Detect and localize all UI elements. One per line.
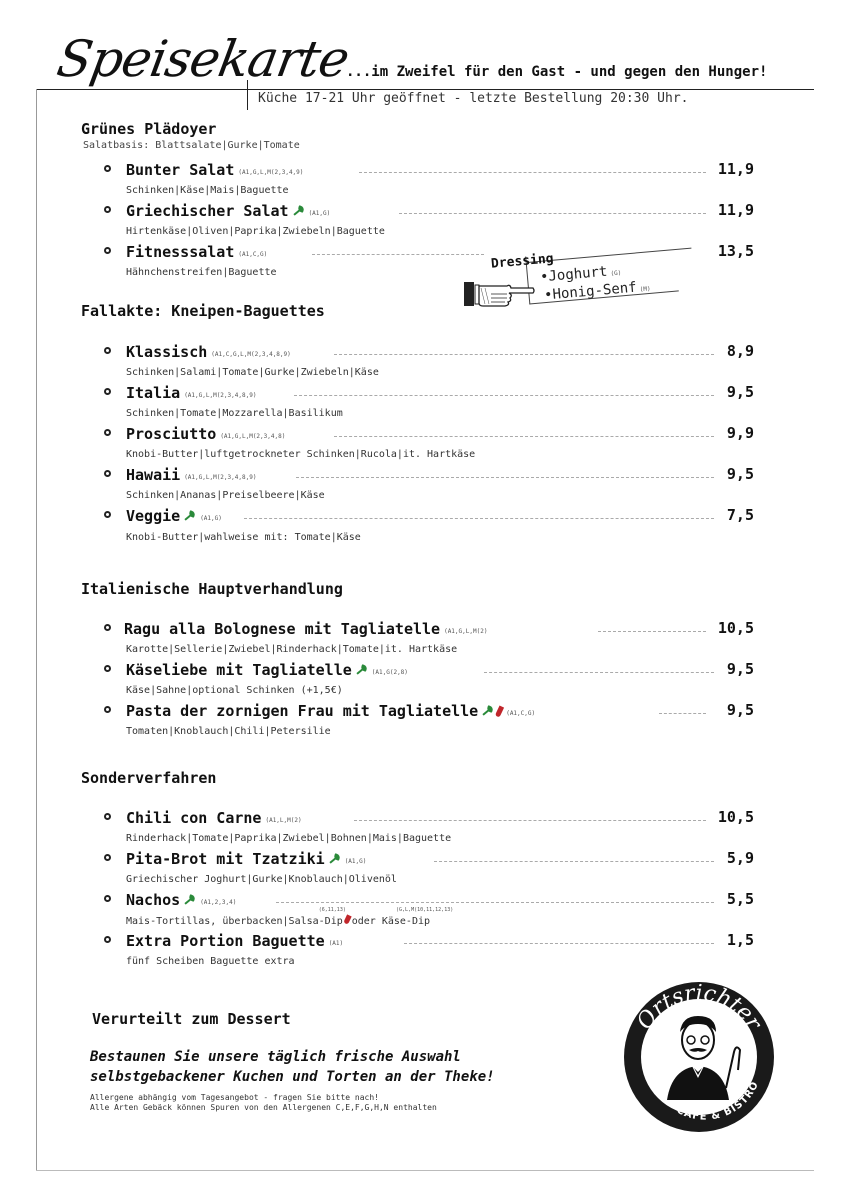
item-name: Hawaii	[126, 466, 181, 484]
menu-item-klassisch	[104, 343, 754, 361]
dessert-text-line-1: Bestaunen Sie unsere täglich frische Auswahl	[90, 1049, 461, 1065]
dotted-leader	[312, 254, 484, 255]
item-description: Mais-Tortillas, überbacken|Salsa-Dip (6,11,13) oder Käse-Dip (G,L,M(10,11,12,13)	[126, 907, 454, 927]
ortsrichter-logo-icon	[622, 980, 776, 1134]
dressing-option-honig-senf: •Honig-Senf (M)	[543, 279, 651, 304]
item-name: Prosciutto	[126, 425, 217, 443]
frame-line-left	[36, 89, 37, 1171]
dotted-leader	[659, 713, 706, 714]
item-allergens: (A1)	[328, 940, 344, 947]
menu-item-bolognese	[104, 620, 754, 638]
frame-line-bottom	[36, 1170, 814, 1171]
item-price: 13,5	[717, 242, 754, 260]
item-description: Schinken|Tomate|Mozzarella|Basilikum	[126, 408, 343, 419]
dotted-leader	[296, 477, 714, 478]
chili-icon	[495, 705, 504, 717]
item-price: 9,5	[726, 383, 754, 401]
item-description: Griechischer Joghurt|Gurke|Knoblauch|Olivenöl	[126, 874, 397, 885]
vegetarian-icon	[356, 665, 368, 675]
menu-item-hawaii	[104, 466, 754, 484]
menu-item-veggie	[104, 507, 754, 525]
bullet-icon	[104, 511, 111, 518]
item-allergens: (A1,C,G)	[238, 251, 268, 258]
frame-line-top-left	[36, 89, 247, 90]
item-allergens: (A1,G)	[344, 858, 367, 865]
bullet-icon	[104, 165, 111, 172]
vegetarian-icon	[293, 206, 305, 216]
bullet-icon	[104, 665, 111, 672]
item-allergens: (A1,C,G,L,M(2,3,4,8,9)	[211, 351, 291, 358]
item-name: Klassisch	[126, 343, 208, 361]
dotted-leader	[598, 631, 706, 632]
logo-name: Ortsrichter	[632, 980, 767, 1035]
item-name: Fitnesssalat	[126, 243, 235, 261]
dotted-leader	[354, 820, 706, 821]
item-allergens: (A1,G,L,M(2,3,4,8,9)	[184, 474, 257, 481]
menu-item-pasta-zornige-frau	[104, 702, 754, 720]
allergen-note-1: Allergene abhängig vom Tagesangebot - fragen Sie bitte nach!	[90, 1093, 379, 1102]
bullet-icon	[104, 388, 111, 395]
vegetarian-icon	[184, 895, 196, 905]
item-allergens: (A1,G,L,M(2,3,4,9)	[238, 169, 304, 176]
bullet-icon	[104, 206, 111, 213]
item-allergens: (A1,G,L,M(2)	[444, 628, 488, 635]
section-title-salads: Grünes Plädoyer	[81, 120, 217, 138]
dotted-leader	[334, 354, 714, 355]
section-title-dessert: Verurteilt zum Dessert	[92, 1010, 291, 1028]
section-title-specials: Sonderverfahren	[81, 769, 217, 787]
item-allergens: (A1,G)	[308, 210, 331, 217]
item-description: Knobi-Butter|wahlweise mit: Tomate|Käse	[126, 532, 361, 543]
frame-line-top-right	[247, 89, 814, 90]
bullet-icon	[104, 247, 111, 254]
item-description: Hähnchenstreifen|Baguette	[126, 267, 277, 278]
dotted-leader	[399, 213, 706, 214]
item-name: Käseliebe mit Tagliatelle	[126, 661, 352, 679]
item-price: 9,5	[726, 660, 754, 678]
salsa-allergens: (6,11,13)	[318, 907, 346, 913]
item-price: 5,5	[726, 890, 754, 908]
vegetarian-icon	[482, 706, 494, 716]
item-name: Pasta der zornigen Frau mit Tagliatelle	[126, 702, 479, 720]
item-name: Extra Portion Baguette	[126, 932, 325, 950]
item-description: Hirtenkäse|Oliven|Paprika|Zwiebeln|Baguette	[126, 226, 385, 237]
brand-logo	[622, 980, 776, 1134]
bullet-icon	[104, 470, 111, 477]
item-price: 7,5	[726, 506, 754, 524]
bullet-icon	[104, 813, 111, 820]
section-title-baguettes: Fallakte: Kneipen-Baguettes	[81, 302, 325, 320]
section-title-pasta: Italienische Hauptverhandlung	[81, 580, 343, 598]
item-allergens: (A1,G,L,M(2,3,4,8,9)	[184, 392, 257, 399]
item-allergens: (A1,G,L,M(2,3,4,8)	[220, 433, 286, 440]
item-price: 8,9	[726, 342, 754, 360]
item-name: Pita-Brot mit Tzatziki	[126, 850, 325, 868]
item-description: Knobi-Butter|luftgetrockneter Schinken|Rucola|it. Hartkäse	[126, 449, 476, 460]
item-price: 5,9	[726, 849, 754, 867]
item-description: Karotte|Sellerie|Zwiebel|Rinderhack|Tomate|it. Hartkäse	[126, 644, 458, 655]
tagline: ...im Zweifel für den Gast - und gegen den Hunger!	[346, 64, 768, 80]
menu-item-prosciutto	[104, 425, 754, 443]
allergen-note-2: Alle Arten Gebäck können Spuren von den Allergenen C,E,F,G,H,N enthalten	[90, 1103, 437, 1112]
item-description: Schinken|Käse|Mais|Baguette	[126, 185, 289, 196]
menu-item-chili-con-carne	[104, 809, 754, 827]
bullet-icon	[104, 936, 111, 943]
vegetarian-icon	[329, 854, 341, 864]
dotted-leader	[359, 172, 706, 173]
item-name: Griechischer Salat	[126, 202, 289, 220]
item-price: 11,9	[717, 201, 754, 219]
dessert-text-line-2: selbstgebackener Kuchen und Torten an der Theke!	[90, 1069, 495, 1085]
dotted-leader	[404, 943, 714, 944]
item-allergens: (A1,2,3,4)	[200, 899, 237, 906]
dressing-label: Dressing	[490, 251, 555, 272]
pointing-hand-icon	[463, 276, 535, 310]
logo-subtitle: CAFÉ & BISTRO	[674, 1079, 762, 1123]
dotted-leader	[484, 672, 714, 673]
menu-item-bunter-salat	[104, 161, 754, 179]
item-description: Schinken|Salami|Tomate|Gurke|Zwiebeln|Käse	[126, 367, 379, 378]
bullet-icon	[104, 895, 111, 902]
dotted-leader	[276, 902, 714, 903]
page-title: Speisekarte	[52, 30, 353, 88]
vegetarian-icon	[184, 511, 196, 521]
dotted-leader	[334, 436, 714, 437]
item-description: Schinken|Ananas|Preiselbeere|Käse	[126, 490, 325, 501]
item-name: Chili con Carne	[126, 809, 262, 827]
item-allergens: (A1,C,G)	[506, 710, 536, 717]
bullet-icon	[104, 429, 111, 436]
bullet-icon	[104, 854, 111, 861]
menu-item-extra-baguette	[104, 932, 754, 950]
item-price: 9,5	[726, 465, 754, 483]
item-allergens: (A1,G(2,8)	[371, 669, 408, 676]
dotted-leader	[294, 395, 714, 396]
item-name: Bunter Salat	[126, 161, 235, 179]
menu-item-pita-brot	[104, 850, 754, 868]
menu-item-kaeseliebe	[104, 661, 754, 679]
item-price: 1,5	[726, 931, 754, 949]
item-price: 9,5	[726, 701, 754, 719]
dressing-option-joghurt: •Joghurt (G)	[539, 263, 622, 286]
bullet-icon	[104, 706, 111, 713]
menu-item-griechischer-salat	[104, 202, 754, 220]
item-name: Veggie	[126, 507, 181, 525]
item-allergens: (A1,G)	[200, 515, 222, 522]
dotted-leader	[244, 518, 714, 519]
section-subtitle-salads: Salatbasis: Blattsalate|Gurke|Tomate	[83, 140, 300, 151]
item-description: Rinderhack|Tomate|Paprika|Zwiebel|Bohnen|Mais|Baguette	[126, 833, 452, 844]
dotted-leader	[434, 861, 714, 862]
item-description: Tomaten|Knoblauch|Chili|Petersilie	[126, 726, 331, 737]
opening-hours: Küche 17-21 Uhr geöffnet - letzte Bestellung 20:30 Uhr.	[258, 91, 689, 106]
cheese-dip-allergens: (G,L,M(10,11,12,13)	[396, 907, 454, 913]
menu-item-italia	[104, 384, 754, 402]
item-name: Italia	[126, 384, 181, 402]
item-price: 10,5	[717, 808, 754, 826]
item-price: 9,9	[726, 424, 754, 442]
item-description: fünf Scheiben Baguette extra	[126, 956, 295, 967]
item-allergens: (A1,L,M(2)	[265, 817, 302, 824]
item-price: 10,5	[717, 619, 754, 637]
item-name: Nachos	[126, 891, 181, 909]
bullet-icon	[104, 347, 111, 354]
item-price: 11,9	[717, 160, 754, 178]
bullet-icon	[104, 624, 111, 631]
item-description: Käse|Sahne|optional Schinken (+1,5€)	[126, 685, 343, 696]
chili-icon	[343, 914, 351, 924]
item-name: Ragu alla Bolognese mit Tagliatelle	[124, 620, 441, 638]
